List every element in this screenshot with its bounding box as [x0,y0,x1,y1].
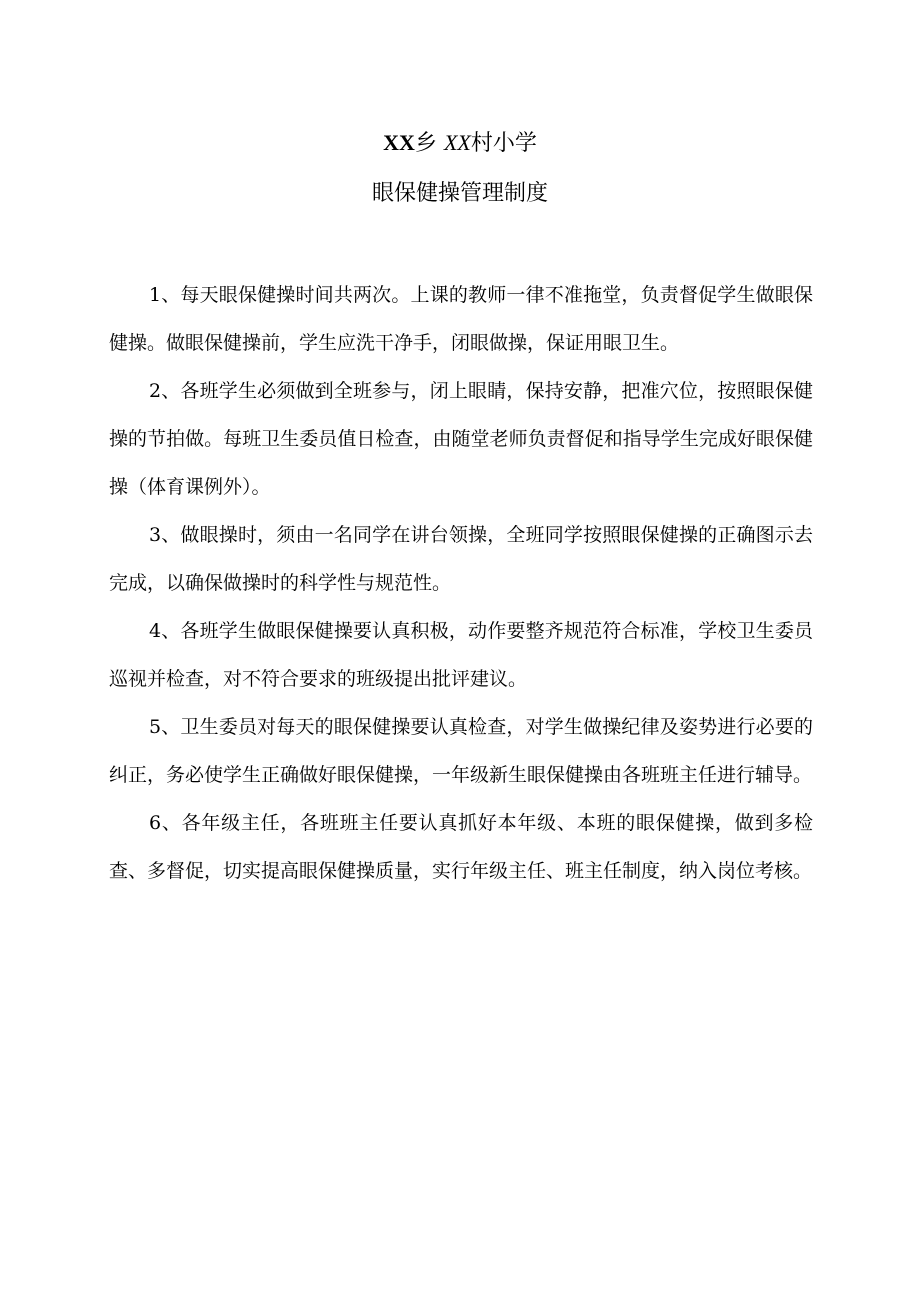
paragraph-6: 6、各年级主任，各班班主任要认真抓好本年级、本班的眼保健操，做到多检查、多督促，切实提高眼保健操质量，实行年级主任、班主任制度，纳入岗位考核。 [109,812,813,882]
title-suffix: 村小学 [470,131,537,156]
paragraph-2: 2、各班学生必须做到全班参与，闭上眼睛，保持安静，把准穴位，按照眼保健操的节拍做。每班卫生委员值日检查，由随堂老师负责督促和指导学生完成好眼保健操（体育课例外）。 [109,380,813,498]
paragraph-3: 3、做眼操时，须由一名同学在讲台领操，全班同学按照眼保健操的正确图示去完成，以确保做操时的科学性与规范性。 [109,524,813,594]
paragraph-4: 4、各班学生做眼保健操要认真积极，动作要整齐规范符合标准，学校卫生委员巡视并检查，对不符合要求的班级提出批评建议。 [109,620,813,690]
paragraph-1: 1、每天眼保健操时间共两次。上课的教师一律不准拖堂，负责督促学生做眼保健操。做眼保健操前，学生应洗干净手，闭眼做操，保证用眼卫生。 [109,284,813,354]
title-prefix: XX [383,130,415,155]
document-body [109,271,813,895]
paragraph-5: 5、卫生委员对每天的眼保健操要认真检查，对学生做操纪律及姿势进行必要的纠正，务必使学生正确做好眼保健操，一年级新生眼保健操由各班班主任进行辅导。 [109,716,813,786]
title-prefix-2: XX [443,130,471,155]
title-village: 乡 [414,131,444,156]
school-title [0,126,920,160]
document-subtitle: 眼保健操管理制度 [371,181,548,206]
title-block [0,126,920,211]
